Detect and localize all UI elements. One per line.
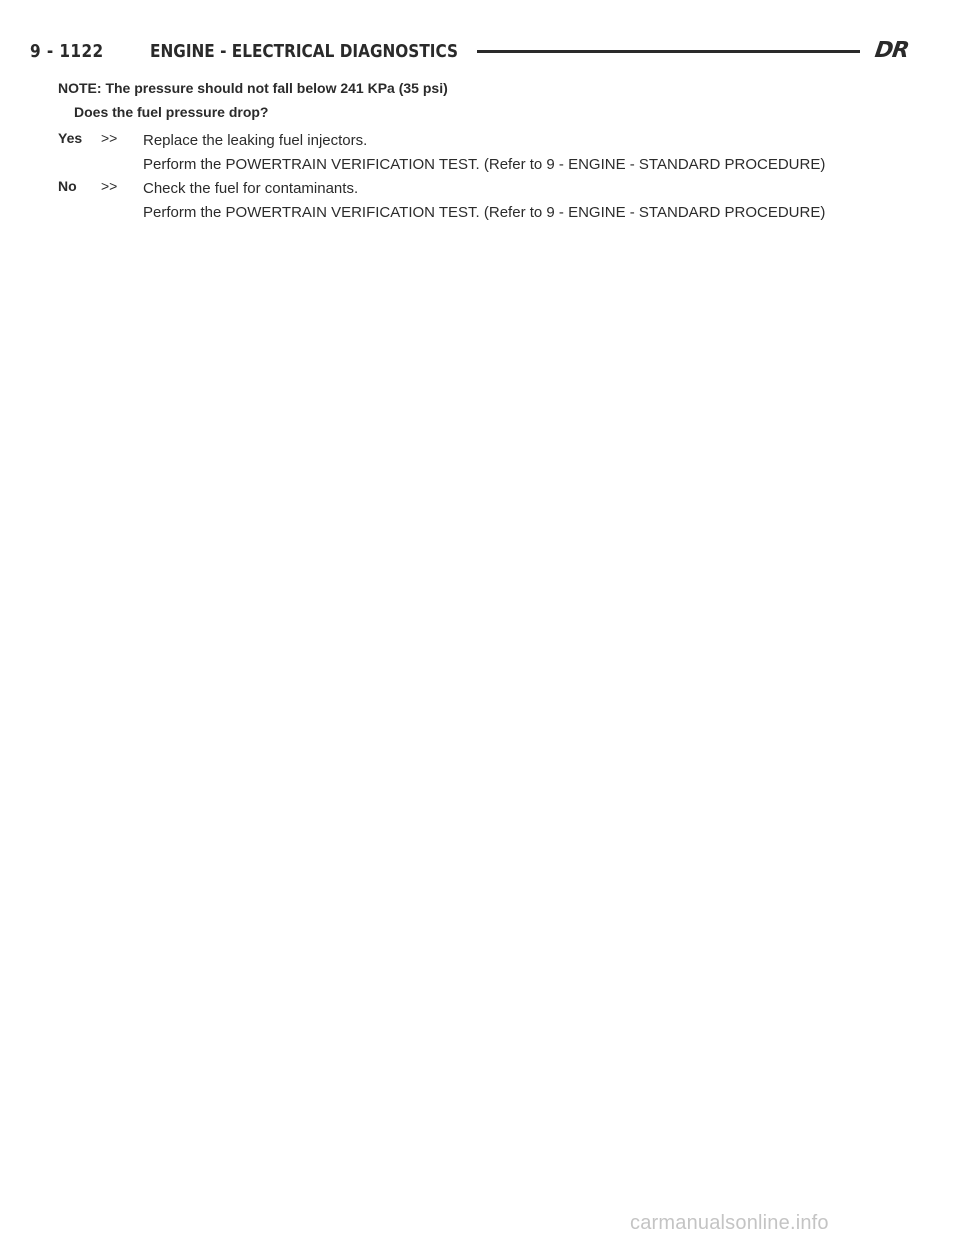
answer-label: No [58, 178, 77, 194]
answer-action: Check the fuel for contaminants. [143, 180, 359, 197]
diagnostic-question: Does the fuel pressure drop? [74, 104, 269, 120]
header-rule [477, 50, 860, 53]
watermark: carmanualsonline.info [630, 1212, 829, 1234]
page-number: 9 - 1122 [30, 40, 104, 62]
page-header [30, 38, 910, 64]
answer-action: Perform the POWERTRAIN VERIFICATION TEST. (Refer to 9 - ENGINE - STANDARD PROCEDURE) [143, 156, 826, 173]
answer-label: Yes [58, 130, 83, 146]
answer-action: Perform the POWERTRAIN VERIFICATION TEST. (Refer to 9 - ENGINE - STANDARD PROCEDURE) [143, 204, 826, 221]
answer-arrow: >> [101, 178, 118, 194]
answer-arrow: >> [101, 130, 118, 146]
note-text: NOTE: The pressure should not fall below 241 KPa (35 psi) [58, 80, 448, 96]
answer-action: Replace the leaking fuel injectors. [143, 132, 368, 149]
section-title: ENGINE - ELECTRICAL DIAGNOSTICS [150, 40, 458, 62]
book-code: DR [873, 38, 910, 63]
